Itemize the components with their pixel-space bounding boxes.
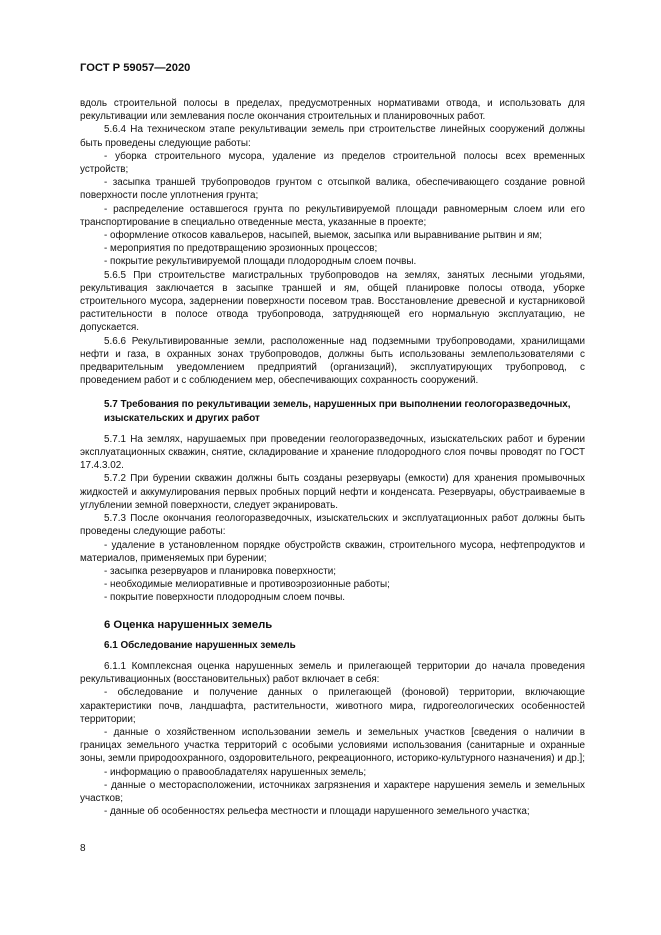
page-body [80, 97, 585, 818]
document-header: ГОСТ Р 59057—2020 [80, 62, 191, 74]
paragraph: 6.1.1 Комплексная оценка нарушенных земель и прилегающей территории до начала проведения рекультивационных (восстановительных) работ включает в себя: [80, 660, 585, 686]
paragraph: вдоль строительной полосы в пределах, предусмотренных нормативами отвода, и использовать для рекультивации или землевания после окончания строительных и планировочных работ. [80, 98, 585, 123]
subsection-heading: 6.1 Обследование нарушенных земель [104, 639, 296, 651]
list-item: - уборка строительного мусора, удаление из пределов строительной полосы всех временных устройств; [80, 150, 585, 176]
paragraph: 5.7.3 После окончания геологоразведочных, изыскательских и эксплуатационных работ должны быть проведены следующие работы: [80, 513, 585, 538]
page-number: 8 [80, 843, 86, 854]
paragraph: 5.6.5 При строительстве магистральных трубопроводов на землях, занятых лесными угодьями, рекультивация заключается в засыпке траншей и ям, общей планировке полосы отвода, уборке строительного мусора, задернении поверхности посевом трав. Восстановление древесной и кустарниковой растительности в полосе отвода трубопровода, затрудняющей его нормальную эксплуатацию, не допускается. [80, 269, 585, 334]
paragraph: 5.7.2 При бурении скважин должны быть созданы резервуары (емкости) для хранения промывочных жидкостей и аккумулирования первых пробных порций нефти и конденсата. Резервуары, обустраиваемые в углублении земной поверхности, следует экранировать. [80, 473, 585, 511]
paragraph: 5.6.6 Рекультивированные земли, расположенные над подземными трубопроводами, хранилищами нефти и газа, в охранных зонах трубопроводов, должны быть использованы землепользователями с предварительным уведомлением предприятий (организаций), эксплуатирующих трубопровод, с проведением работ и с соблюдением мер, обеспечивающих сохранность сооружений. [80, 335, 585, 387]
list-item: - удаление в установленном порядке обустройств скважин, строительного мусора, нефтепродуктов и материалов, применяемых при бурении; [80, 539, 585, 564]
list-item: - данные об особенностях рельефа местности и площади нарушенного земельного участка; [104, 806, 530, 818]
list-item: - данные о месторасположении, источниках загрязнения и характере нарушения земель и земельных участков; [80, 779, 585, 804]
list-item: - оформление откосов кавальеров, насыпей, выемок, засыпка или выравнивание рытвин и ям; [104, 230, 542, 242]
list-item: - данные о хозяйственном использовании земель и земельных участков [сведения о наличии в границах земельного участка территорий с особыми условиями использования (санитарные и охранные зоны, земли природоохранного, оздоровительного, рекреационного, историко-культурного назначения) и др.]; [80, 726, 585, 765]
list-item: - засыпка траншей трубопроводов грунтом с отсыпкой валика, обеспечивающего создание ровной поверхности после уплотнения грунта; [80, 177, 585, 202]
list-item: - покрытие рекультивируемой площади плодородным слоем почвы. [104, 256, 417, 268]
paragraph: 5.6.4 На техническом этапе рекультивации земель при строительстве линейных сооружений должны быть проведены следующие работы: [80, 124, 585, 149]
list-item: - необходимые мелиоративные и противоэрозионные работы; [104, 579, 390, 591]
list-item: - обследование и получение данных о прилегающей (фоновой) территории, включающие характеристики почв, ландшафта, растительности, животного мира, гидрогеологических особенностей территории; [80, 687, 585, 725]
list-item: - засыпка резервуаров и планировка поверхности; [104, 565, 336, 577]
paragraph: 5.7.1 На землях, нарушаемых при проведении геологоразведочных, изыскательских работ и бурении эксплуатационных скважин, снятие, складирование и хранение плодородного слоя почвы проводят по ГОСТ 17.4.3.02. [80, 433, 585, 472]
section-heading: 5.7 Требования по рекультивации земель, нарушенных при выполнении геологоразведочных, изыскательских и других работ [104, 399, 571, 424]
list-item: - распределение оставшегося грунта по рекультивируемой площади равномерным слоем или его транспортирование в специально отведенные места, указанные в проекте; [80, 203, 585, 228]
list-item: - информацию о правообладателях нарушенных земель; [104, 766, 367, 778]
list-item: - покрытие поверхности плодородным слоем почвы. [104, 592, 346, 604]
list-item: - мероприятия по предотвращению эрозионных процессов; [104, 243, 378, 255]
chapter-heading: 6 Оценка нарушенных земель [104, 618, 273, 631]
